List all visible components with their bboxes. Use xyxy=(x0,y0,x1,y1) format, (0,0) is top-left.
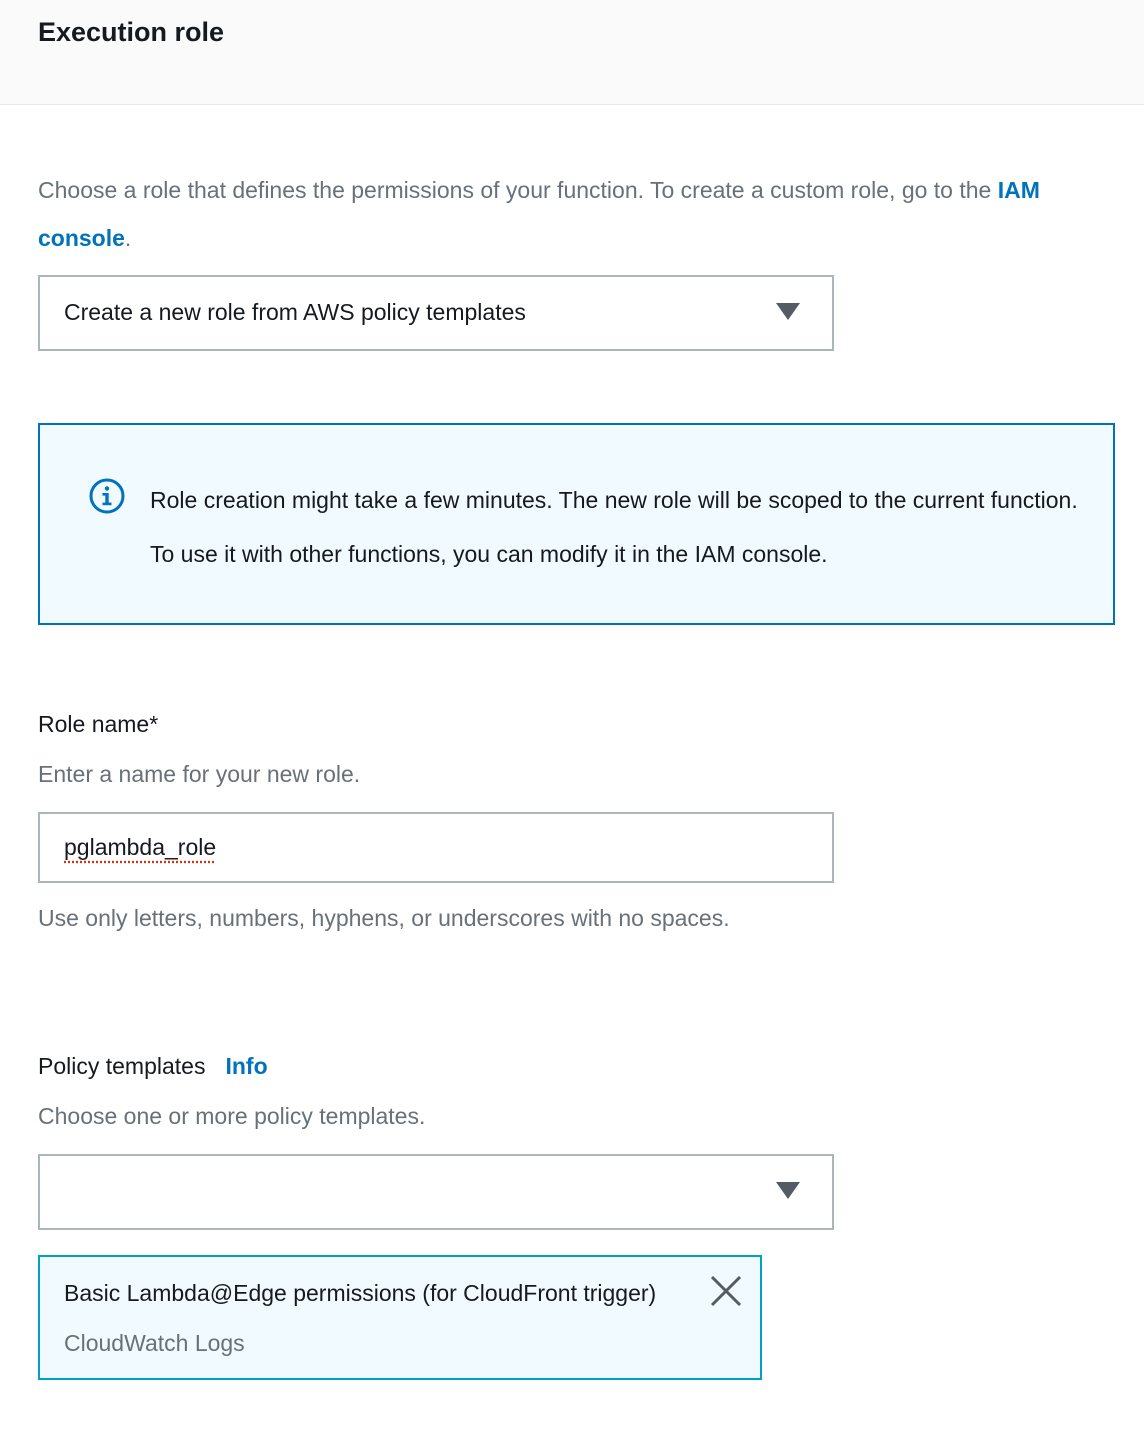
alert-text: Role creation might take a few minutes. The new role will be scoped to the current function. To use it with other functions, you can modify it in the IAM console. xyxy=(150,487,1078,567)
execution-role-select[interactable] xyxy=(38,275,834,351)
role-description-suffix: . xyxy=(124,225,132,251)
close-icon[interactable] xyxy=(708,1273,744,1309)
caret-down-icon xyxy=(776,303,800,320)
token-title: Basic Lambda@Edge permissions (for CloudFront trigger) xyxy=(64,1280,657,1306)
policy-templates-label-row xyxy=(38,1053,268,1080)
role-name-description: Enter a name for your new role. xyxy=(38,761,361,787)
execution-role-select-value: Create a new role from AWS policy templates xyxy=(64,299,526,325)
role-description-text: Choose a role that defines the permissions of your function. To create a custom role, go to the xyxy=(38,177,998,203)
section-header xyxy=(0,0,1144,105)
role-name-value: pglambda_role xyxy=(64,834,217,860)
info-icon xyxy=(88,477,126,515)
role-name-input[interactable] xyxy=(38,812,834,883)
selected-policy-token xyxy=(38,1255,762,1380)
role-description xyxy=(38,166,1118,262)
policy-templates-label: Policy templates xyxy=(38,1053,206,1079)
role-name-label: Role name* xyxy=(38,711,159,737)
info-alert xyxy=(38,423,1115,625)
caret-down-icon xyxy=(776,1182,800,1199)
info-link[interactable]: Info xyxy=(225,1053,268,1079)
policy-templates-description: Choose one or more policy templates. xyxy=(38,1103,426,1129)
section-title: Execution role xyxy=(38,17,225,47)
iam-console-link[interactable]: IAM console xyxy=(38,177,1040,251)
token-description: CloudWatch Logs xyxy=(64,1330,245,1356)
policy-templates-select[interactable] xyxy=(38,1154,834,1230)
role-name-constraint: Use only letters, numbers, hyphens, or underscores with no spaces. xyxy=(38,905,730,931)
